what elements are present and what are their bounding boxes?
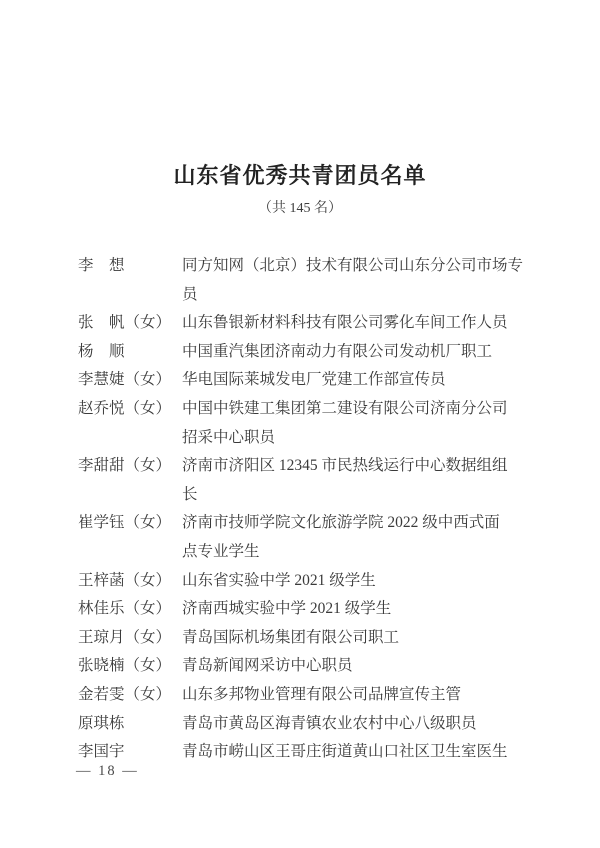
member-affiliation: 山东省实验中学 2021 级学生 [182, 571, 376, 589]
list-item [78, 738, 570, 767]
list-item [78, 338, 570, 367]
member-affiliation: 青岛市崂山区王哥庄街道黄山口社区卫生室医生 [182, 743, 508, 761]
member-affiliation: 济南市济阳区 12345 市民热线运行中心数据组组 长 [182, 457, 508, 503]
member-name: 林佳乐（女） [78, 600, 172, 618]
list-item [78, 452, 570, 509]
page-number: — 18 — [76, 763, 139, 779]
list-item [78, 710, 570, 739]
list-item [78, 395, 570, 452]
member-name: 张晓楠（女） [78, 657, 172, 675]
member-name: 崔学钰（女） [78, 514, 172, 532]
member-affiliation: 青岛市黄岛区海青镇农业农村中心八级职员 [182, 714, 477, 732]
member-affiliation: 中国中铁建工集团第二建设有限公司济南分公司 招采中心职员 [182, 399, 508, 446]
list-item [78, 681, 570, 710]
list-item [78, 309, 570, 338]
member-affiliation: 山东多邦物业管理有限公司品牌宣传主管 [182, 685, 462, 703]
list-item [78, 509, 570, 566]
list-item [78, 366, 570, 395]
member-affiliation: 济南西城实验中学 2021 级学生 [182, 600, 392, 618]
list-item [78, 567, 570, 596]
member-name: 原琪栋 [78, 714, 125, 732]
member-affiliation: 华电国际莱城发电厂党建工作部宣传员 [182, 371, 446, 389]
member-name: 李国宇 [78, 743, 125, 761]
page-title: 山东省优秀共青团员名单 [173, 163, 427, 188]
member-name: 金若雯（女） [78, 685, 172, 703]
member-affiliation: 济南市技师学院文化旅游学院 2022 级中西式面 点专业学生 [182, 514, 500, 560]
list-item [78, 252, 570, 309]
member-affiliation: 中国重汽集团济南动力有限公司发动机厂职工 [182, 342, 493, 360]
member-name: 王梓菡（女） [78, 571, 172, 589]
member-name: 张 帆（女） [78, 314, 172, 332]
member-affiliation: 山东鲁银新材料科技有限公司雾化车间工作人员 [182, 314, 508, 332]
member-list [78, 252, 570, 767]
member-name: 李 想 [78, 257, 125, 274]
page-subtitle: （共 145 名） [258, 201, 342, 216]
member-name: 赵乔悦（女） [78, 399, 172, 417]
member-name: 杨 顺 [78, 342, 125, 360]
member-name: 李慧婕（女） [78, 371, 172, 389]
list-item [78, 595, 570, 624]
list-item [78, 652, 570, 681]
member-name: 王琼月（女） [78, 628, 172, 646]
member-name: 李甜甜（女） [78, 457, 172, 475]
list-item [78, 624, 570, 653]
member-affiliation: 青岛新闻网采访中心职员 [182, 657, 353, 675]
member-affiliation: 青岛国际机场集团有限公司职工 [182, 628, 400, 646]
member-affiliation: 同方知网（北京）技术有限公司山东分公司市场专 员 [182, 257, 524, 303]
